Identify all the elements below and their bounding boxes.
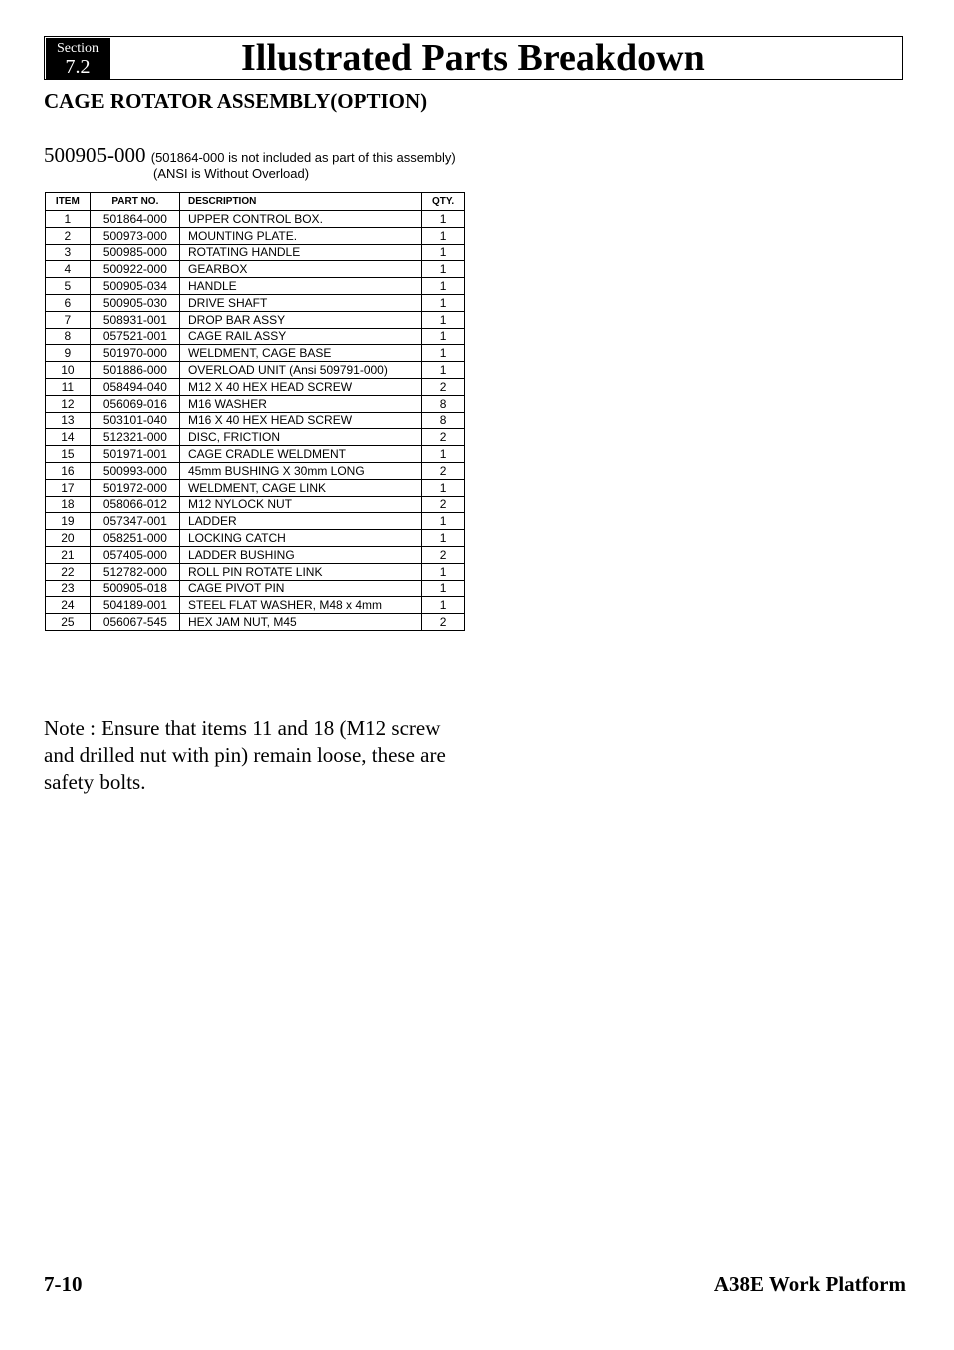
assembly-number: 500905-000 [44, 143, 146, 167]
page-number: 7-10 [44, 1272, 83, 1296]
table-row [46, 412, 465, 429]
cell-description: M12 NYLOCK NUT [179, 496, 421, 513]
cell-item: 23 [46, 580, 91, 597]
cell-description: CAGE CRADLE WELDMENT [179, 446, 421, 463]
cell-qty: 1 [422, 244, 465, 261]
cell-item: 12 [46, 395, 91, 412]
cell-description: STEEL FLAT WASHER, M48 x 4mm [179, 597, 421, 614]
cell-description: ROTATING HANDLE [179, 244, 421, 261]
cell-qty: 1 [422, 479, 465, 496]
cell-qty: 8 [422, 395, 465, 412]
table-row [46, 563, 465, 580]
cell-part-no: 500905-034 [90, 278, 179, 295]
cell-part-no: 508931-001 [90, 311, 179, 328]
cell-description: CAGE PIVOT PIN [179, 580, 421, 597]
cell-qty: 2 [422, 429, 465, 446]
cell-part-no: 056067-545 [90, 614, 179, 631]
cell-qty: 1 [422, 597, 465, 614]
column-header-item: ITEM [46, 193, 91, 211]
cell-qty: 1 [422, 294, 465, 311]
assembly-number-line [44, 143, 456, 168]
cell-part-no: 504189-001 [90, 597, 179, 614]
cell-description: GEARBOX [179, 261, 421, 278]
assembly-note: (501864-000 is not included as part of this assembly) [150, 150, 456, 165]
cell-part-no: 500905-018 [90, 580, 179, 597]
cell-item: 4 [46, 261, 91, 278]
cell-item: 11 [46, 378, 91, 395]
table-row [46, 211, 465, 228]
cell-part-no: 500905-030 [90, 294, 179, 311]
cell-qty: 1 [422, 530, 465, 547]
cell-item: 1 [46, 211, 91, 228]
assembly-title: CAGE ROTATOR ASSEMBLY(OPTION) [44, 89, 428, 113]
cell-description: M16 X 40 HEX HEAD SCREW [179, 412, 421, 429]
table-row [46, 261, 465, 278]
cell-qty: 1 [422, 328, 465, 345]
table-row [46, 345, 465, 362]
table-row [46, 294, 465, 311]
cell-description: UPPER CONTROL BOX. [179, 211, 421, 228]
cell-description: LOCKING CATCH [179, 530, 421, 547]
cell-description: ROLL PIN ROTATE LINK [179, 563, 421, 580]
cell-qty: 2 [422, 546, 465, 563]
cell-qty: 1 [422, 513, 465, 530]
cell-qty: 2 [422, 378, 465, 395]
safety-note: Note : Ensure that items 11 and 18 (M12 screw and drilled nut with pin) remain loose, these are safety bolts. [44, 716, 446, 794]
cell-qty: 1 [422, 261, 465, 278]
section-number: 7.2 [65, 56, 91, 78]
table-row [46, 311, 465, 328]
table-row [46, 479, 465, 496]
cell-description: HANDLE [179, 278, 421, 295]
cell-part-no: 512782-000 [90, 563, 179, 580]
cell-part-no: 057405-000 [90, 546, 179, 563]
cell-part-no: 058251-000 [90, 530, 179, 547]
table-row [46, 378, 465, 395]
cell-description: HEX JAM NUT, M45 [179, 614, 421, 631]
cell-part-no: 501864-000 [90, 211, 179, 228]
cell-item: 16 [46, 462, 91, 479]
cell-qty: 2 [422, 462, 465, 479]
cell-qty: 1 [422, 362, 465, 379]
product-name: A38E Work Platform [713, 1272, 906, 1296]
cell-item: 15 [46, 446, 91, 463]
table-row [46, 496, 465, 513]
table-row [46, 278, 465, 295]
cell-item: 22 [46, 563, 91, 580]
table-row [46, 328, 465, 345]
cell-description: OVERLOAD UNIT (Ansi 509791-000) [179, 362, 421, 379]
table-row [46, 362, 465, 379]
cell-description: MOUNTING PLATE. [179, 227, 421, 244]
cell-item: 5 [46, 278, 91, 295]
table-row [46, 446, 465, 463]
cell-item: 14 [46, 429, 91, 446]
cell-part-no: 058494-040 [90, 378, 179, 395]
cell-part-no: 501886-000 [90, 362, 179, 379]
cell-item: 25 [46, 614, 91, 631]
cell-description: WELDMENT, CAGE BASE [179, 345, 421, 362]
table-row [46, 580, 465, 597]
table-row [46, 530, 465, 547]
cell-item: 10 [46, 362, 91, 379]
cell-item: 9 [46, 345, 91, 362]
cell-part-no: 501970-000 [90, 345, 179, 362]
cell-description: DISC, FRICTION [179, 429, 421, 446]
cell-item: 8 [46, 328, 91, 345]
cell-part-no: 058066-012 [90, 496, 179, 513]
table-row [46, 429, 465, 446]
column-header-part-no: PART NO. [90, 193, 179, 211]
cell-qty: 8 [422, 412, 465, 429]
cell-qty: 1 [422, 311, 465, 328]
page-title: Illustrated Parts Breakdown [241, 37, 705, 79]
cell-item: 19 [46, 513, 91, 530]
cell-part-no: 500985-000 [90, 244, 179, 261]
cell-qty: 1 [422, 211, 465, 228]
cell-part-no: 500973-000 [90, 227, 179, 244]
section-label: Section [57, 41, 99, 56]
cell-part-no: 056069-016 [90, 395, 179, 412]
cell-description: DRIVE SHAFT [179, 294, 421, 311]
table-row [46, 395, 465, 412]
cell-description: LADDER [179, 513, 421, 530]
cell-qty: 2 [422, 614, 465, 631]
cell-part-no: 501971-001 [90, 446, 179, 463]
cell-description: M12 X 40 HEX HEAD SCREW [179, 378, 421, 395]
table-row [46, 462, 465, 479]
cell-part-no: 503101-040 [90, 412, 179, 429]
cell-qty: 1 [422, 580, 465, 597]
cell-qty: 2 [422, 496, 465, 513]
cell-item: 17 [46, 479, 91, 496]
cell-item: 2 [46, 227, 91, 244]
cell-part-no: 500993-000 [90, 462, 179, 479]
cell-description: M16 WASHER [179, 395, 421, 412]
assembly-ansi-note: (ANSI is Without Overload) [153, 166, 310, 181]
cell-part-no: 057347-001 [90, 513, 179, 530]
cell-item: 18 [46, 496, 91, 513]
cell-item: 21 [46, 546, 91, 563]
cell-part-no: 500922-000 [90, 261, 179, 278]
cell-part-no: 512321-000 [90, 429, 179, 446]
table-row [46, 546, 465, 563]
cell-qty: 1 [422, 563, 465, 580]
cell-part-no: 057521-001 [90, 328, 179, 345]
cell-item: 7 [46, 311, 91, 328]
parts-table [45, 192, 465, 631]
column-header-qty: QTY. [422, 193, 465, 211]
page-header [44, 36, 903, 80]
table-row [46, 614, 465, 631]
table-row [46, 227, 465, 244]
cell-qty: 1 [422, 227, 465, 244]
column-header-description: DESCRIPTION [179, 193, 421, 211]
table-header-row [46, 193, 465, 211]
cell-part-no: 501972-000 [90, 479, 179, 496]
cell-item: 6 [46, 294, 91, 311]
cell-description: WELDMENT, CAGE LINK [179, 479, 421, 496]
cell-item: 13 [46, 412, 91, 429]
cell-description: 45mm BUSHING X 30mm LONG [179, 462, 421, 479]
cell-description: LADDER BUSHING [179, 546, 421, 563]
cell-item: 3 [46, 244, 91, 261]
section-badge [46, 38, 110, 79]
cell-description: CAGE RAIL ASSY [179, 328, 421, 345]
cell-qty: 1 [422, 345, 465, 362]
table-row [46, 513, 465, 530]
cell-item: 20 [46, 530, 91, 547]
table-row [46, 244, 465, 261]
cell-description: DROP BAR ASSY [179, 311, 421, 328]
cell-item: 24 [46, 597, 91, 614]
cell-qty: 1 [422, 446, 465, 463]
cell-qty: 1 [422, 278, 465, 295]
table-row [46, 597, 465, 614]
